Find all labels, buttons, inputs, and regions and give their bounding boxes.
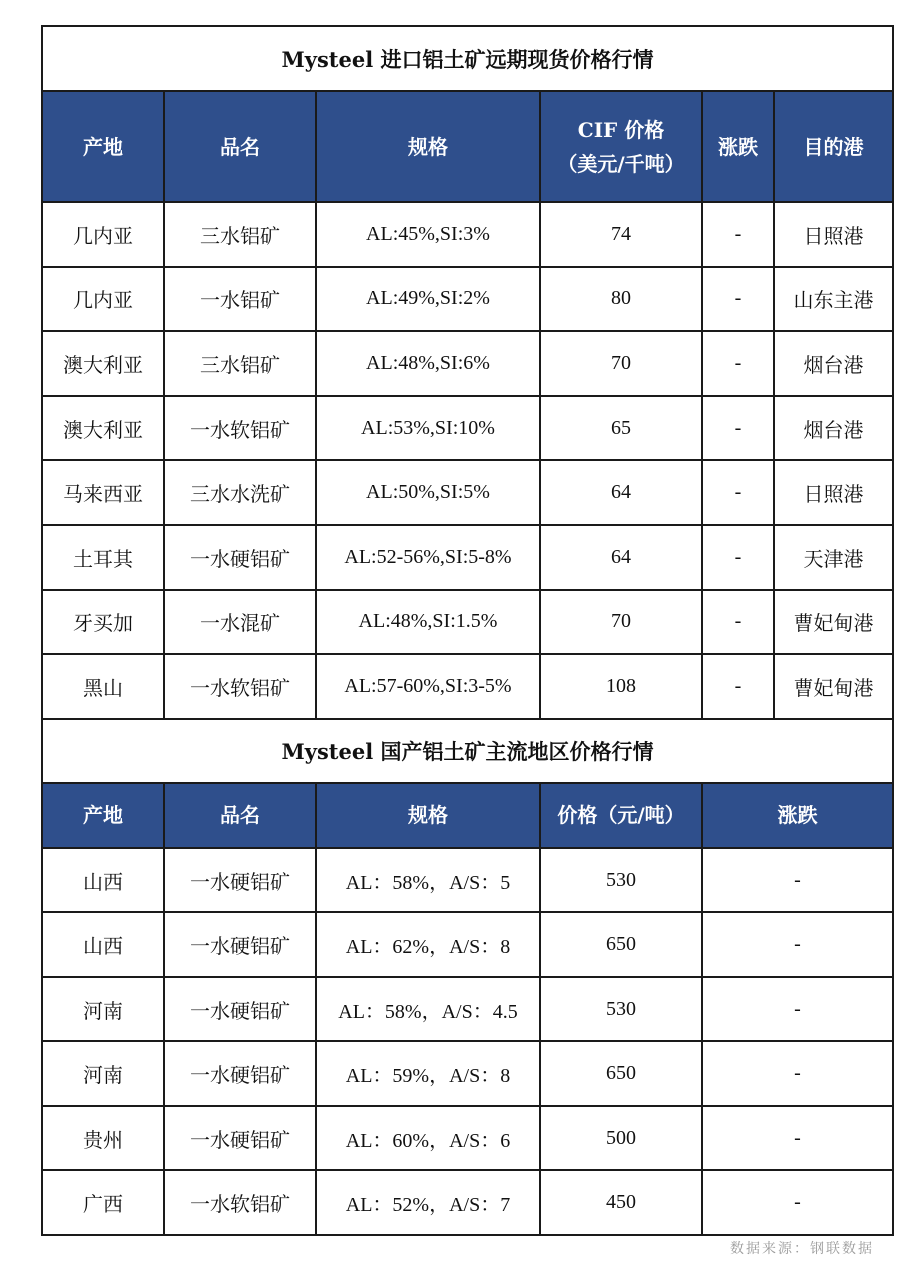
cell-port: 烟台港 (774, 396, 893, 461)
cell-product: 一水软铝矿 (164, 1170, 316, 1235)
cell-spec: AL:57-60%,SI:3-5% (316, 654, 540, 719)
data-source-note: 数据来源：钢联数据 (730, 1241, 874, 1257)
cell-spec: AL:48%,SI:1.5% (316, 590, 540, 655)
table-row (42, 460, 893, 525)
table-row (42, 912, 893, 977)
cell-product: 一水硬铝矿 (164, 1041, 316, 1106)
cell-change: - (702, 654, 774, 719)
cell-change: - (702, 1106, 893, 1171)
header-port: 目的港 (774, 91, 893, 202)
cell-change: - (702, 1041, 893, 1106)
cell-spec: AL：62%，A/S：8 (316, 912, 540, 977)
cell-port: 曹妃甸港 (774, 654, 893, 719)
cell-price: 64 (540, 525, 702, 590)
cell-product: 一水混矿 (164, 590, 316, 655)
table-row (42, 396, 893, 461)
cell-change: - (702, 848, 893, 913)
cell-price: 500 (540, 1106, 702, 1171)
cell-price: 450 (540, 1170, 702, 1235)
cell-spec: AL：58%，A/S：5 (316, 848, 540, 913)
cell-product: 一水软铝矿 (164, 396, 316, 461)
cell-origin: 几内亚 (42, 202, 164, 267)
cell-change: - (702, 460, 774, 525)
header-price: 价格（元/吨） (540, 783, 702, 848)
cell-change: - (702, 396, 774, 461)
cell-port: 日照港 (774, 202, 893, 267)
cell-spec: AL：52%，A/S：7 (316, 1170, 540, 1235)
table-row (42, 977, 893, 1042)
header-spec: 规格 (316, 783, 540, 848)
cell-spec: AL：59%，A/S：8 (316, 1041, 540, 1106)
domestic-table-title: Mysteel 国产铝土矿主流地区价格行情 (42, 719, 893, 783)
table-row (42, 525, 893, 590)
cell-origin: 牙买加 (42, 590, 164, 655)
cell-product: 一水硬铝矿 (164, 1106, 316, 1171)
cell-spec: AL:50%,SI:5% (316, 460, 540, 525)
cell-origin: 贵州 (42, 1106, 164, 1171)
cell-spec: AL：60%，A/S：6 (316, 1106, 540, 1171)
header-product: 品名 (164, 91, 316, 202)
import-price-table (41, 25, 894, 1236)
cell-change: - (702, 202, 774, 267)
domestic-table-header-row (42, 783, 893, 848)
cell-price: 530 (540, 977, 702, 1042)
cell-origin: 广西 (42, 1170, 164, 1235)
cell-product: 三水铝矿 (164, 202, 316, 267)
header-cif-price-line2: （美元/千吨） (557, 151, 685, 176)
cell-change: - (702, 267, 774, 332)
cell-price: 70 (540, 590, 702, 655)
cell-origin: 澳大利亚 (42, 396, 164, 461)
cell-spec: AL:48%,SI:6% (316, 331, 540, 396)
import-table-header-row (42, 91, 893, 202)
cell-port: 烟台港 (774, 331, 893, 396)
header-cif-price (540, 91, 702, 202)
cell-price: 70 (540, 331, 702, 396)
header-origin: 产地 (42, 91, 164, 202)
cell-origin: 马来西亚 (42, 460, 164, 525)
cell-price: 650 (540, 912, 702, 977)
cell-origin: 山西 (42, 848, 164, 913)
cell-spec: AL:45%,SI:3% (316, 202, 540, 267)
cell-origin: 山西 (42, 912, 164, 977)
cell-product: 一水硬铝矿 (164, 977, 316, 1042)
table-row (42, 1106, 893, 1171)
header-spec: 规格 (316, 91, 540, 202)
cell-product: 三水水洗矿 (164, 460, 316, 525)
cell-price: 64 (540, 460, 702, 525)
cell-change: - (702, 1170, 893, 1235)
cell-price: 530 (540, 848, 702, 913)
table-row (42, 202, 893, 267)
cell-product: 三水铝矿 (164, 331, 316, 396)
cell-product: 一水硬铝矿 (164, 848, 316, 913)
cell-change: - (702, 331, 774, 396)
cell-port: 曹妃甸港 (774, 590, 893, 655)
domestic-table-title-row (42, 719, 893, 783)
header-cif-price-line1: CIF 价格 (577, 117, 665, 142)
cell-spec: AL：58%，A/S：4.5 (316, 977, 540, 1042)
cell-origin: 澳大利亚 (42, 331, 164, 396)
table-row (42, 590, 893, 655)
header-change: 涨跌 (702, 91, 774, 202)
cell-origin: 土耳其 (42, 525, 164, 590)
table-row (42, 654, 893, 719)
cell-change: - (702, 590, 774, 655)
table-row (42, 848, 893, 913)
import-table-title-row (42, 26, 893, 91)
table-row (42, 1170, 893, 1235)
table-row (42, 1041, 893, 1106)
cell-origin: 河南 (42, 1041, 164, 1106)
cell-origin: 河南 (42, 977, 164, 1042)
header-change: 涨跌 (702, 783, 893, 848)
cell-port: 天津港 (774, 525, 893, 590)
cell-price: 65 (540, 396, 702, 461)
cell-origin: 几内亚 (42, 267, 164, 332)
cell-spec: AL:53%,SI:10% (316, 396, 540, 461)
cell-spec: AL:49%,SI:2% (316, 267, 540, 332)
table-row (42, 331, 893, 396)
import-table-title: Mysteel 进口铝土矿远期现货价格行情 (42, 26, 893, 91)
cell-product: 一水软铝矿 (164, 654, 316, 719)
cell-spec: AL:52-56%,SI:5-8% (316, 525, 540, 590)
cell-price: 108 (540, 654, 702, 719)
cell-price: 650 (540, 1041, 702, 1106)
table-row (42, 267, 893, 332)
cell-origin: 黑山 (42, 654, 164, 719)
header-origin: 产地 (42, 783, 164, 848)
cell-change: - (702, 525, 774, 590)
cell-price: 80 (540, 267, 702, 332)
cell-product: 一水硬铝矿 (164, 912, 316, 977)
cell-price: 74 (540, 202, 702, 267)
cell-port: 日照港 (774, 460, 893, 525)
cell-change: - (702, 912, 893, 977)
header-product: 品名 (164, 783, 316, 848)
cell-port: 山东主港 (774, 267, 893, 332)
cell-change: - (702, 977, 893, 1042)
cell-product: 一水铝矿 (164, 267, 316, 332)
cell-product: 一水硬铝矿 (164, 525, 316, 590)
